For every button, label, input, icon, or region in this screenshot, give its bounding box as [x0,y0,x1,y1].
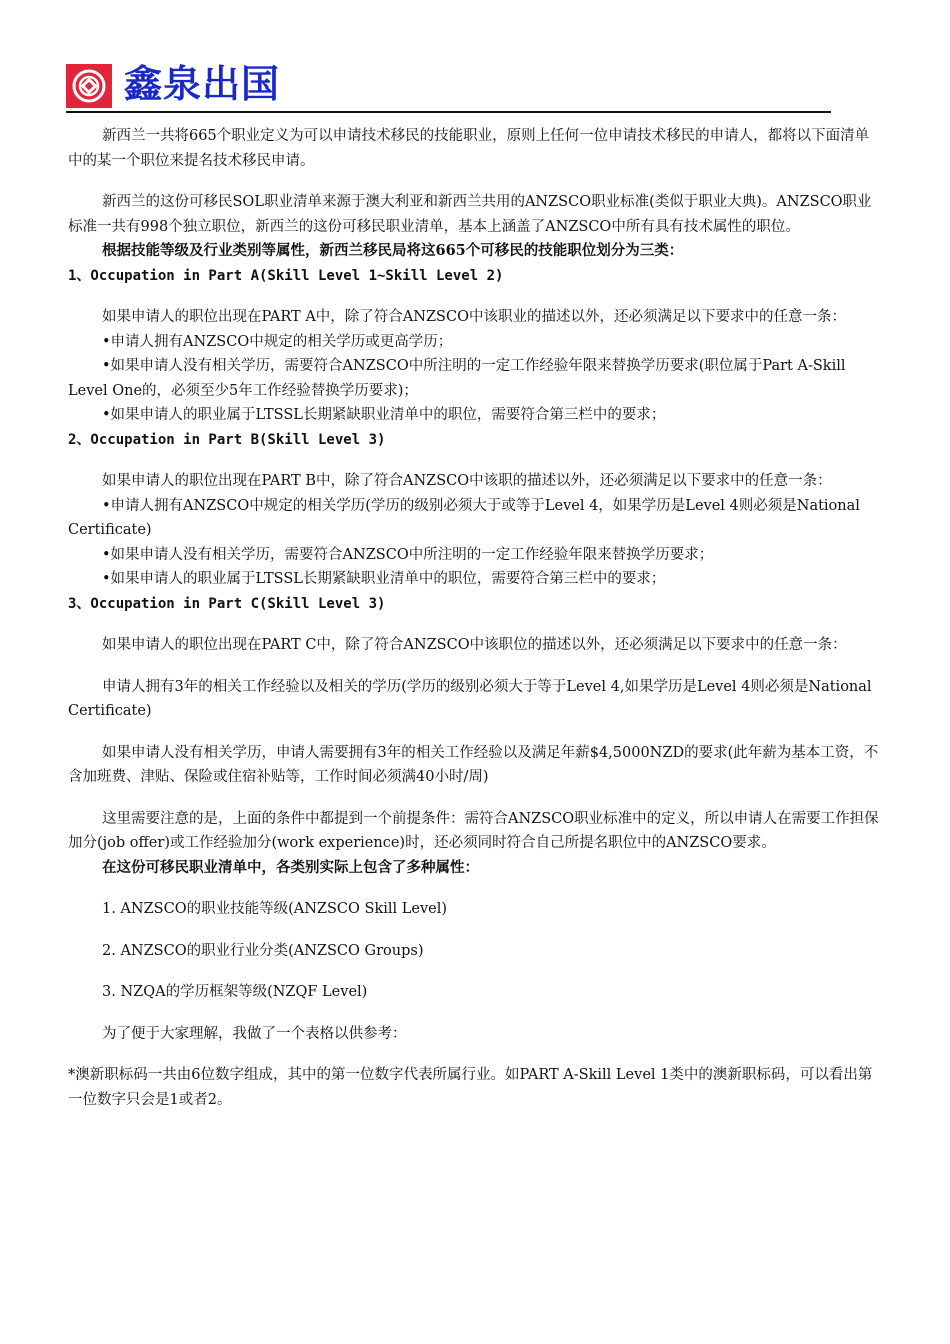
part-b-description: 如果申请人的职位出现在PART B中，除了符合ANZSCO中该职的描述以外，还必须满足以下要求中的任意一条： [102,473,832,489]
attribute-item-3: 3. NZQA的学历框架等级(NZQF Level) [102,984,368,1000]
intro-paragraph-2: 新西兰的这份可移民SOL职业清单来源于澳大利亚和新西兰共用的ANZSCO职业标准(类似于职业大典)。ANZSCO职业标准一共有998个独立职位，新西兰的这份可移民职业清单，基本上涵盖了ANZSCO中所有具有技术属性的职位。 [68,194,872,235]
part-c-heading: 3、Occupation in Part C(Skill Level 3) [68,595,386,612]
part-b-heading: 2、Occupation in Part B(Skill Level 3) [68,431,386,448]
note-paragraph: 这里需要注意的是，上面的条件中都提到一个前提条件：需符合ANZSCO职业标准中的定义，所以申请人在需要工作担保加分(job offer)或工作经验加分(work experience)时，还必须同时符合自己所提名职位中的ANZSCO要求。 [68,810,879,851]
attribute-item-1: 1. ANZSCO的职业技能等级(ANZSCO Skill Level) [102,901,448,917]
part-c-condition-2: 如果申请人没有相关学历，申请人需要拥有3年的相关工作经验以及满足年薪$4,5000NZD的要求(此年薪为基本工资，不含加班费、津贴、保险或住宿补贴等，工作时间必须满40小时/周) [68,744,879,785]
part-a-bullet-2: •如果申请人没有相关学历，需要符合ANZSCO中所注明的一定工作经验年限来替换学历要求(职位属于Part A-Skill Level One的，必须至少5年工作经验替换学历要求)； [68,358,846,399]
brand-name: 鑫泉出国 [124,62,281,106]
part-a-description: 如果申请人的职位出现在PART A中，除了符合ANZSCO中该职业的描述以外，还必须满足以下要求中的任意一条： [102,309,846,325]
intro-paragraph-1: 新西兰一共将665个职业定义为可以申请技术移民的技能职业，原则上任何一位申请技术移民的申请人，都将以下面清单中的某一个职位来提名技术移民申请。 [68,128,870,169]
attribute-item-2: 2. ANZSCO的职业行业分类(ANZSCO Groups) [102,942,424,959]
classification-heading: 根据技能等级及行业类别等属性，新西兰移民局将这665个可移民的技能职位划分为三类： [102,242,684,259]
attributes-heading: 在这份可移民职业清单中，各类别实际上包含了多种属性： [102,858,479,876]
footnote: *澳新职标码一共由6位数字组成，其中的第一位数字代表所属行业。如PART A-Skill Level 1类中的澳新职标码，可以看出第一位数字只会是1或者2。 [68,1067,873,1108]
table-intro: 为了便于大家理解，我做了一个表格以供参考： [102,1025,407,1042]
part-b-bullet-3: •如果申请人的职业属于LTSSL长期紧缺职业清单中的职位，需要符合第三栏中的要求； [102,571,666,587]
part-c-description: 如果申请人的职位出现在PART C中，除了符合ANZSCO中该职位的描述以外，还必须满足以下要求中的任意一条： [102,637,847,653]
part-a-bullet-3: •如果申请人的职业属于LTSSL长期紧缺职业清单中的职位，需要符合第三栏中的要求； [102,407,666,423]
document-body [68,124,882,1112]
part-a-bullet-1: •申请人拥有ANZSCO中规定的相关学历或更高学历； [102,333,453,350]
part-b-bullet-2: •如果申请人没有相关学历，需要符合ANZSCO中所注明的一定工作经验年限来替换学历要求； [102,546,714,563]
part-a-heading: 1、Occupation in Part A(Skill Level 1~Skill Level 2) [68,267,504,284]
brand-logo-icon [66,64,112,108]
header-divider [66,111,831,113]
part-b-bullet-1: •申请人拥有ANZSCO中规定的相关学历(学历的级别必须大于或等于Level 4，如果学历是Level 4则必须是National Certificate) [68,497,860,538]
header [66,62,831,114]
part-c-condition-1: 申请人拥有3年的相关工作经验以及相关的学历(学历的级别必须大于等于Level 4,如果学历是Level 4则必须是National Certificate) [68,678,872,719]
